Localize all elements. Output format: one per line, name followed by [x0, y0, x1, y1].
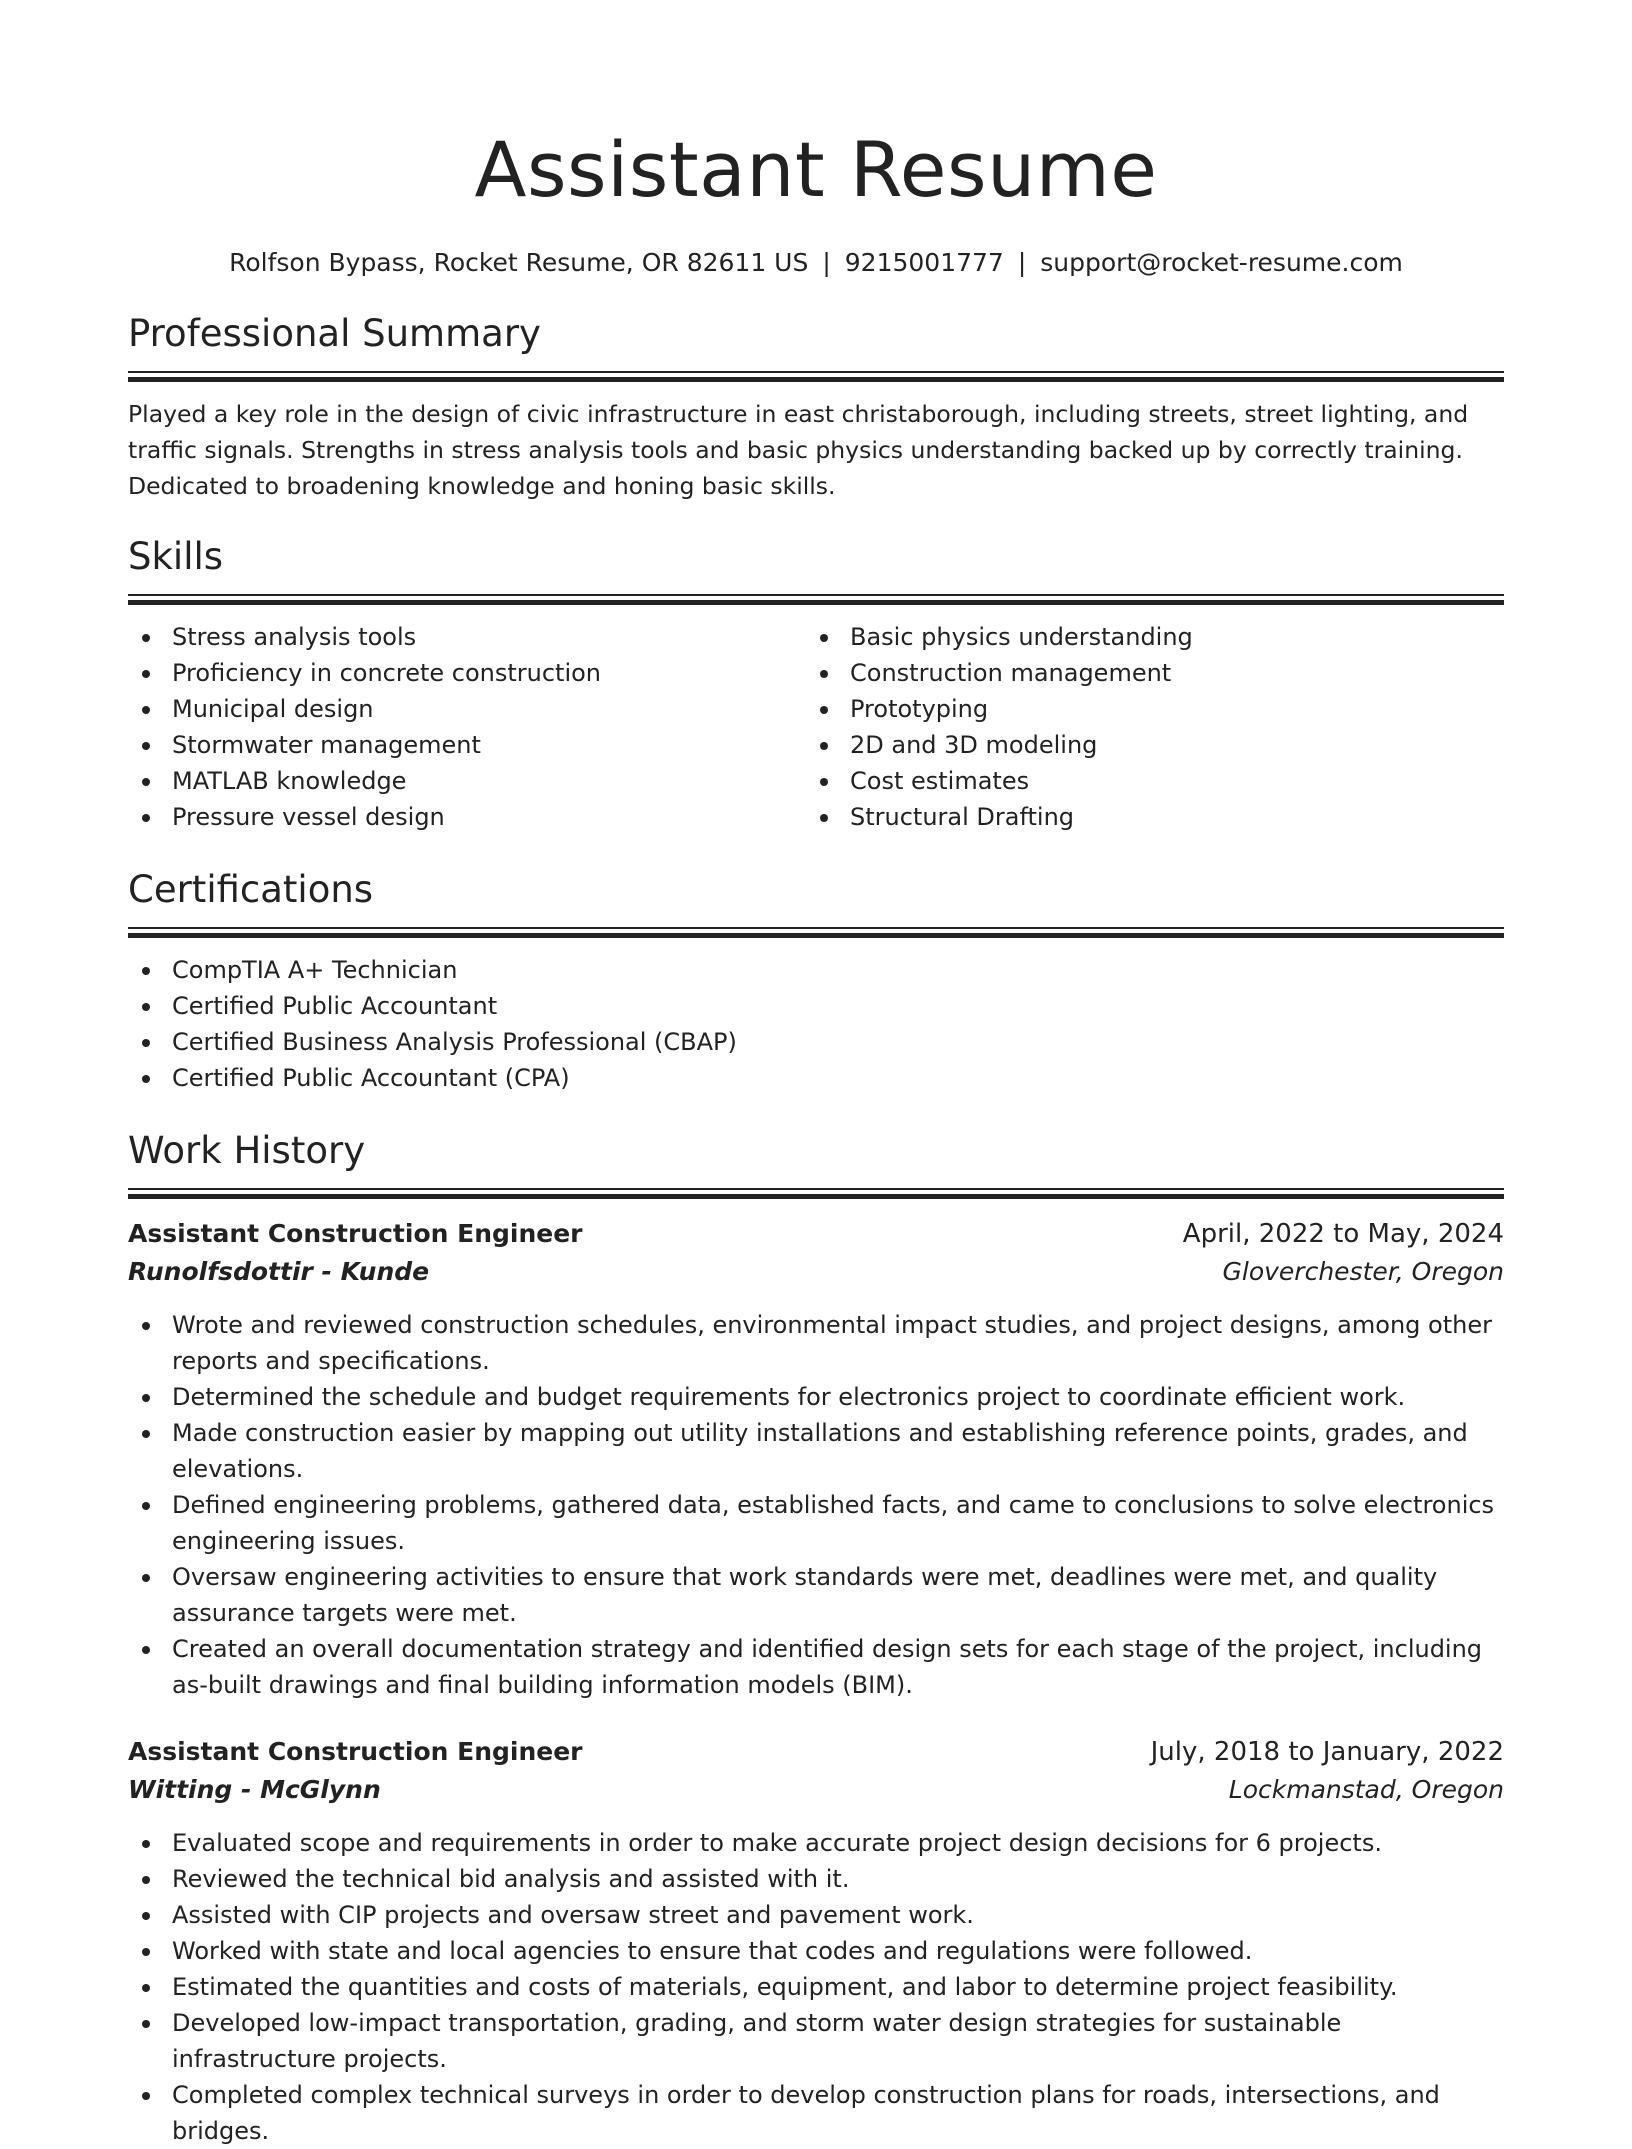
skill-item: Stress analysis tools — [172, 619, 806, 655]
job-bullet: Worked with state and local agencies to ensure that codes and regulations were followed. — [172, 1933, 1504, 1969]
section-divider — [128, 371, 1504, 382]
job-company: Runolfsdottir - Kunde — [128, 1257, 430, 1286]
skill-item: Prototyping — [850, 691, 1484, 727]
certifications-section — [128, 865, 1504, 1096]
contact-separator: | — [1017, 248, 1027, 277]
skill-item: Pressure vessel design — [172, 799, 806, 835]
skill-item: MATLAB knowledge — [172, 763, 806, 799]
contact-line — [128, 246, 1504, 280]
job-bullet: Evaluated scope and requirements in order to make accurate project design decisions for 6 projects. — [172, 1825, 1504, 1861]
resume-page — [128, 0, 1504, 2149]
section-heading-skills: Skills — [128, 535, 224, 578]
section-heading-summary: Professional Summary — [128, 312, 541, 355]
job-bullet: Made construction easier by mapping out utility installations and establishing reference points, grades, and elevations. — [172, 1415, 1504, 1487]
job-bullet: Oversaw engineering activities to ensure that work standards were met, deadlines were met, and quality assurance targets were met. — [172, 1559, 1504, 1631]
skills-section — [128, 532, 1504, 835]
job-bullet: Created an overall documentation strategy and identified design sets for each stage of the project, including as-built drawings and final building information models (BIM). — [172, 1631, 1504, 1703]
job-bullet: Developed low-impact transportation, grading, and storm water design strategies for sustainable infrastructure projects. — [172, 2005, 1504, 2077]
skill-item: Basic physics understanding — [850, 619, 1484, 655]
skill-item: Construction management — [850, 655, 1484, 691]
job-subheader — [128, 1253, 1504, 1291]
job-header — [128, 1215, 1504, 1253]
job-bullet: Completed complex technical surveys in order to develop construction plans for roads, intersections, and bridges. — [172, 2077, 1504, 2149]
job-bullet: Defined engineering problems, gathered data, established facts, and came to conclusions to solve electronics engineering issues. — [172, 1487, 1504, 1559]
contact-separator: | — [822, 248, 831, 277]
job-dates: July, 2018 to January, 2022 — [1150, 1737, 1504, 1767]
job-title: Assistant Construction Engineer — [128, 1737, 583, 1766]
contact-phone: 9215001777 — [844, 248, 1004, 277]
skill-item: Structural Drafting — [850, 799, 1484, 835]
job-entry — [128, 1215, 1504, 1703]
contact-address: Rolfson Bypass, Rocket Resume, OR 82611 US — [229, 248, 809, 277]
job-bullet: Wrote and reviewed construction schedules, environmental impact studies, and project designs, among other reports and specifications. — [172, 1307, 1504, 1379]
contact-email: support@rocket-resume.com — [1040, 248, 1403, 277]
skills-list-left — [128, 619, 806, 835]
job-bullet: Estimated the quantities and costs of materials, equipment, and labor to determine project feasibility. — [172, 1969, 1504, 2005]
skill-item: Municipal design — [172, 691, 806, 727]
skill-item: Proficiency in concrete construction — [172, 655, 806, 691]
section-divider — [128, 594, 1504, 605]
job-header — [128, 1733, 1504, 1771]
job-bullet: Reviewed the technical bid analysis and assisted with it. — [172, 1861, 1504, 1897]
certification-item: Certified Business Analysis Professional (CBAP) — [172, 1024, 1504, 1060]
certification-item: Certified Public Accountant (CPA) — [172, 1060, 1504, 1096]
job-bullet: Assisted with CIP projects and oversaw street and pavement work. — [172, 1897, 1504, 1933]
job-bullets — [128, 1825, 1504, 2149]
summary-section — [128, 309, 1504, 504]
certifications-list — [128, 952, 1504, 1096]
job-entry — [128, 1733, 1504, 2149]
job-title: Assistant Construction Engineer — [128, 1219, 583, 1248]
section-divider — [128, 1188, 1504, 1199]
job-dates: April, 2022 to May, 2024 — [1182, 1219, 1504, 1249]
skills-columns — [128, 619, 1504, 835]
certification-item: CompTIA A+ Technician — [172, 952, 1504, 988]
job-bullets — [128, 1307, 1504, 1703]
job-company: Witting - McGlynn — [128, 1775, 381, 1804]
section-heading-certifications: Certifications — [128, 868, 374, 911]
skill-item: Cost estimates — [850, 763, 1484, 799]
section-heading-work-history: Work History — [128, 1129, 366, 1172]
work-history-section — [128, 1126, 1504, 2149]
job-bullet: Determined the schedule and budget requirements for electronics project to coordinate efficient work. — [172, 1379, 1504, 1415]
job-location: Gloverchester, Oregon — [1222, 1257, 1504, 1286]
section-divider — [128, 927, 1504, 938]
job-subheader — [128, 1771, 1504, 1809]
job-location: Lockmanstad, Oregon — [1228, 1775, 1504, 1804]
skills-list-right — [806, 619, 1484, 835]
summary-text: Played a key role in the design of civic infrastructure in east christaborough, including streets, street lighting, and traffic signals. Strengths in stress analysis tools and basic physics understanding backed up by correctly training. Dedicated to broadening knowledge and honing basic skills. — [128, 400, 1469, 500]
resume-title: Assistant Resume — [474, 125, 1158, 214]
skill-item: Stormwater management — [172, 727, 806, 763]
certification-item: Certified Public Accountant — [172, 988, 1504, 1024]
skill-item: 2D and 3D modeling — [850, 727, 1484, 763]
